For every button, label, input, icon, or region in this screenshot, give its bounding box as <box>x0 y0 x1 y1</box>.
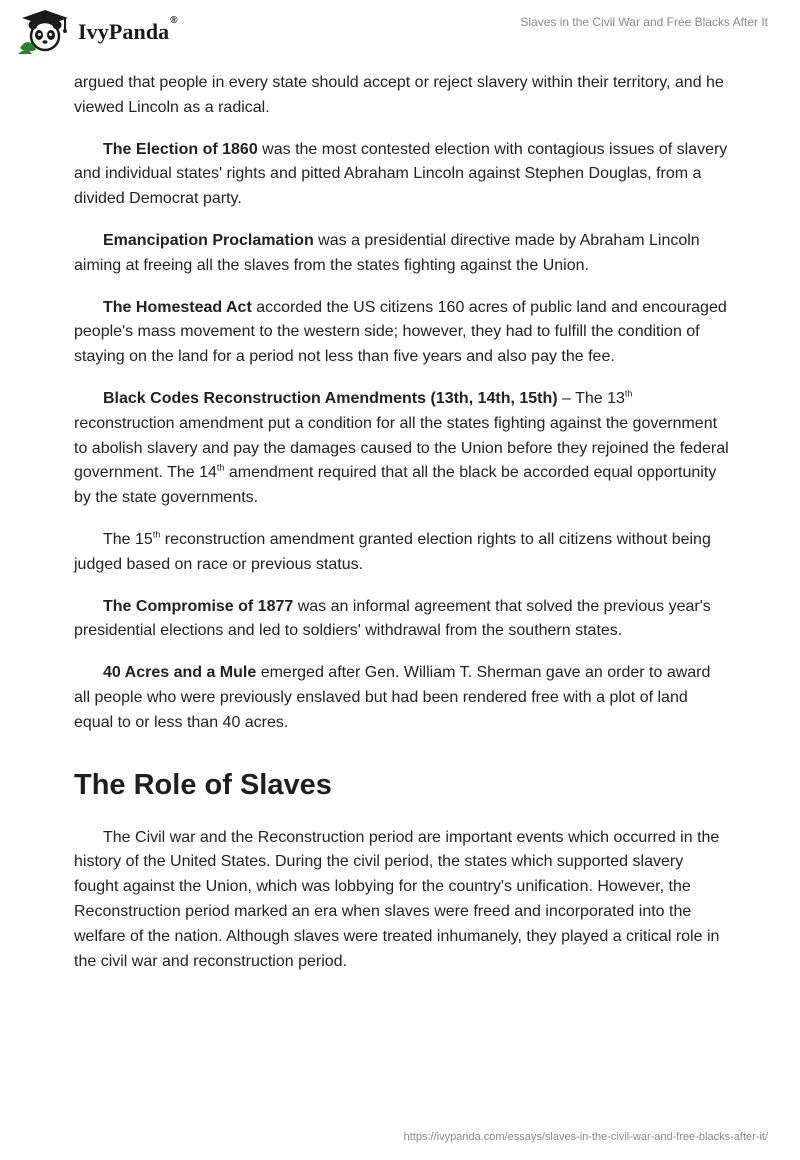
term-election-1860: The Election of 1860 <box>103 140 258 158</box>
document-title: Slaves in the Civil War and Free Blacks After It <box>520 15 768 29</box>
term-40-acres: 40 Acres and a Mule <box>103 664 257 682</box>
paragraph-compromise-1877: The Compromise of 1877 was an informal agreement that solved the previous year's presidential elections and led to soldiers' withdrawal from the southern states. <box>74 597 711 640</box>
ivypanda-logo[interactable] <box>16 8 178 56</box>
paragraph-homestead-act: The Homestead Act accorded the US citizens 160 acres of public land and encouraged people's mass movement to the western side; however, they had to fulfill the condition of staying on the land for a period not less than five years and also pay the fee. <box>74 298 727 366</box>
panda-graduate-icon <box>16 8 74 56</box>
essay-content <box>74 71 730 991</box>
page-header <box>0 0 800 70</box>
paragraph-40-acres: 40 Acres and a Mule emerged after Gen. William T. Sherman gave an order to award all people who were previously enslaved but had been rendered free with a plot of land equal to or less than 40 acres. <box>74 664 711 731</box>
term-black-codes: Black Codes Reconstruction Amendments (13th, 14th, 15th) <box>103 389 558 407</box>
term-compromise-1877: The Compromise of 1877 <box>103 597 294 615</box>
paragraph-role-of-slaves: The Civil war and the Reconstruction period are important events which occurred in the history of the United States. During the civil period, the states which supported slavery fought against the Union, which was lobbying for the country's unification. However, the Reconstruction period marked an era when slaves were freed and incorporated into the welfare of the nation. Although slaves were treated inhumanely, they played a critical role in the civil war and reconstruction period. <box>74 828 720 970</box>
paragraph-continuation: argued that people in every state should accept or reject slavery within their territory, and he viewed Lincoln as a radical. <box>74 74 724 116</box>
paragraph-black-codes: Black Codes Reconstruction Amendments (13th, 14th, 15th) – The 13th reconstruction amendment put a condition for all the states fighting against the government to abolish slavery and pay the damages caused to the Union before they rejoined the federal government. The 14th amendment required that all the black be accorded equal opportunity by the state governments. <box>74 388 729 507</box>
paragraph-election-1860: The Election of 1860 was the most contested election with contagious issues of slavery and individual states' rights and pitted Abraham Lincoln against Stephen Douglas, from a divided Democrat party. <box>74 140 728 208</box>
brand-name: IvyPanda® <box>78 15 178 44</box>
term-emancipation: Emancipation Proclamation <box>103 231 314 249</box>
term-homestead-act: The Homestead Act <box>103 298 252 316</box>
source-url[interactable]: https://ivypanda.com/essays/slaves-in-the-civil-war-and-free-blacks-after-it/ <box>403 1131 768 1143</box>
paragraph-emancipation: Emancipation Proclamation was a presidential directive made by Abraham Lincoln aiming at freeing all the slaves from the states fighting against the Union. <box>74 231 700 274</box>
paragraph-15th-amendment: The 15th reconstruction amendment granted election rights to all citizens without being judged based on race or previous status. <box>74 529 711 573</box>
section-heading: The Role of Slaves <box>74 768 332 801</box>
